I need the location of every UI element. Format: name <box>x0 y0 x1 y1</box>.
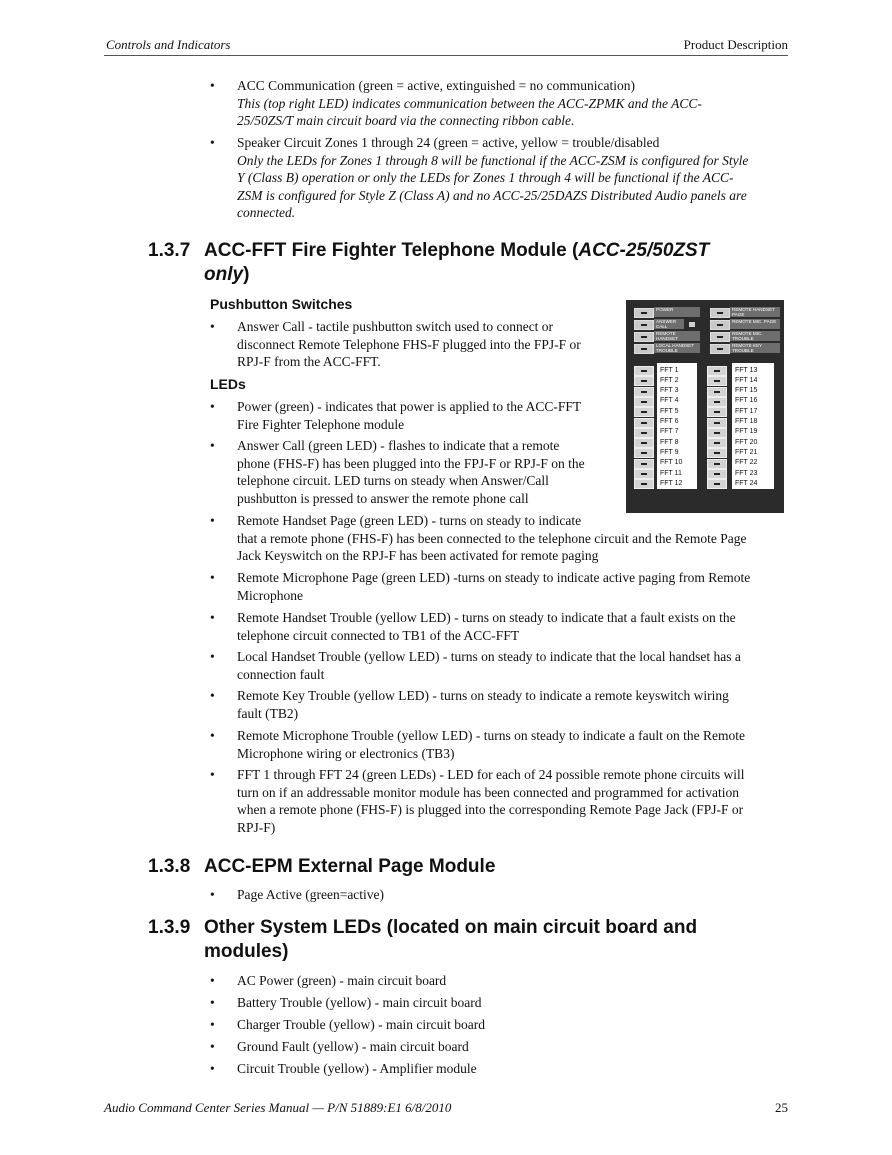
answer-call-button <box>689 322 695 327</box>
fft-left-switch <box>634 376 654 386</box>
fft-right-label: FFT 18 <box>735 418 758 425</box>
running-header-section: Product Description <box>683 37 788 52</box>
bullet-line: Answer Call (green LED) - flashes to indicate that a remote <box>237 438 560 453</box>
fft-left-switch <box>634 428 654 438</box>
bullet-line: Microphone <box>237 587 303 603</box>
fft-left-switch <box>634 448 654 458</box>
bullet-line: that a remote phone (FHS-F) has been connected to the telephone circuit and the Remote Page <box>237 530 747 546</box>
bullet-line: Remote Handset Page (green LED) - turns on steady to indicate <box>237 513 582 528</box>
bullet-line: Answer Call - tactile pushbutton switch used to connect or <box>237 319 554 334</box>
fft-left-switch <box>634 438 654 448</box>
fft-left-label: FFT 6 <box>660 418 679 425</box>
bullet-line: RPJ-F) <box>237 819 276 835</box>
power-label: POWER <box>654 307 700 317</box>
remote-key-trouble-led <box>710 344 730 354</box>
fft-right-label: FFT 13 <box>735 366 758 374</box>
fft-right-switch <box>707 397 727 407</box>
remote-handset-page-led <box>710 308 730 318</box>
fft-right-label: FFT 14 <box>735 376 758 384</box>
bullet-line: Remote Key Trouble (yellow LED) - turns on steady to indicate a remote keyswitch wiring <box>237 688 729 703</box>
bullet-text: Battery Trouble (yellow) - main circuit board <box>237 995 482 1010</box>
bullet-dot: • <box>210 513 215 528</box>
bullet-dot: • <box>210 78 215 93</box>
fft-right-label: FFT 22 <box>735 459 758 467</box>
power-led-switch <box>634 308 654 318</box>
fft-left-switch <box>634 407 654 417</box>
bullet-text: Speaker Circuit Zones 1 through 24 (green = active, yellow = trouble/disabled <box>237 135 660 150</box>
bullet-line: Remote Microphone Page (green LED) -turns on steady to indicate active paging from Remote <box>237 570 751 585</box>
fft-right-switch <box>707 407 727 417</box>
fft-left-switch <box>634 397 654 407</box>
bullet-dot: • <box>210 1017 215 1032</box>
section-number: 1.3.9 <box>148 917 191 938</box>
section-title-italic: ACC-25/50ZST <box>578 240 710 261</box>
header-rule <box>104 55 788 56</box>
fft-left-label: FFT 8 <box>660 438 679 446</box>
fft-right-label: FFT 17 <box>735 407 758 415</box>
fft-right-switch <box>707 418 727 428</box>
subheading-pushbutton-switches: Pushbutton Switches <box>210 296 353 312</box>
remote-key-trouble-label: REMOTE KEY TROUBLE <box>730 343 780 353</box>
answer-call-label: ANSWER CALL <box>654 319 684 329</box>
fft-left-label: FFT 12 <box>660 479 683 487</box>
fft-right-label: FFT 20 <box>735 438 758 446</box>
bullet-line: Jack Keyswitch on the RPJ-F has been activated for remote paging <box>237 548 599 563</box>
bullet-dot: • <box>210 610 215 625</box>
section-title-italic: only <box>204 264 244 285</box>
fft-right-switch <box>707 376 727 386</box>
fft-left-switch <box>634 479 654 489</box>
fft-left-label: FFT 3 <box>660 387 679 395</box>
bullet-line: pushbutton is pressed to answer the remote phone call <box>237 490 529 506</box>
fft-left-switch <box>634 387 654 397</box>
bullet-line: FFT 1 through FFT 24 (green LEDs) - LED for each of 24 possible remote phone circuits will <box>237 767 745 782</box>
bullet-line: disconnect Remote Telephone FHS-F plugged into the FPJ-F or <box>237 336 581 352</box>
fft-right-label: FFT 15 <box>735 387 758 395</box>
bullet-dot: • <box>210 995 215 1010</box>
bullet-text: Ground Fault (yellow) - main circuit board <box>237 1039 469 1054</box>
remote-mic-trouble-label: REMOTE MIC. TROUBLE <box>730 331 780 341</box>
bullet-text: AC Power (green) - main circuit board <box>237 973 447 988</box>
fft-right-switch <box>707 469 727 479</box>
section-title-line: Other System LEDs (located on main circuit board and <box>204 917 698 938</box>
fft-left-label: FFT 2 <box>660 376 679 384</box>
local-handset-trouble-label: LOCAL HANDSET TROUBLE <box>654 343 700 353</box>
section-title-part: ) <box>243 264 250 285</box>
running-header-chapter: Controls and Indicators <box>106 37 231 52</box>
section-title-part: ACC-FFT Fire Fighter Telephone Module ( <box>204 240 579 261</box>
fft-left-switch <box>634 469 654 479</box>
bullet-line: Microphone wiring or electronics (TB3) <box>237 745 455 761</box>
fft-right-switch <box>707 366 727 376</box>
fft-right-switch <box>707 459 727 469</box>
fft-right-switch <box>707 428 727 438</box>
bullet-note-line: connected. <box>237 205 296 220</box>
acc-fft-module-figure <box>626 300 784 513</box>
page-number: 25 <box>775 1100 788 1115</box>
fft-left-label: FFT 10 <box>660 459 683 467</box>
fft-right-label: FFT 24 <box>735 479 758 487</box>
bullet-line: Local Handset Trouble (yellow LED) - turns on steady to indicate that the local handset has a <box>237 649 741 664</box>
answer-call-switch <box>634 320 654 330</box>
bullet-text: Page Active (green=active) <box>237 887 385 902</box>
local-handset-trouble-led <box>634 344 654 354</box>
bullet-text: Circuit Trouble (yellow) - Amplifier module <box>237 1061 477 1076</box>
fft-left-switch <box>634 366 654 376</box>
bullet-line: telephone circuit connected to TB1 of the ACC-FFT <box>237 627 520 643</box>
bullet-text: Charger Trouble (yellow) - main circuit board <box>237 1017 485 1032</box>
bullet-dot: • <box>210 1039 215 1054</box>
bullet-line: telephone circuit. LED turns on steady when Answer/Call <box>237 473 549 488</box>
fft-right-switch <box>707 448 727 458</box>
bullet-text: ACC Communication (green = active, extinguished = no communication) <box>237 78 636 93</box>
bullet-line: phone (FHS-F) has been plugged into the FPJ-F or RPJ-F on the <box>237 455 585 471</box>
fft-left-label: FFT 4 <box>660 397 679 405</box>
bullet-dot: • <box>210 649 215 664</box>
bullet-line: RPJ-F from the ACC-FFT. <box>237 354 381 369</box>
fft-right-label: FFT 23 <box>735 469 758 477</box>
bullet-note-line: This (top right LED) indicates communication between the ACC-ZPMK and the ACC- <box>237 95 702 111</box>
fft-right-label: FFT 21 <box>735 448 758 456</box>
fft-right-label: FFT 19 <box>735 428 758 436</box>
fft-left-label: FFT 11 <box>660 469 682 477</box>
fft-right-label: FFT 16 <box>735 397 758 405</box>
remote-mic-page-label: REMOTE MIC. PAGE <box>730 319 780 329</box>
bullet-line: Power (green) - indicates that power is applied to the ACC-FFT <box>237 399 582 414</box>
bullet-dot: • <box>210 688 215 703</box>
bullet-dot: • <box>210 438 215 453</box>
bullet-dot: • <box>210 135 215 150</box>
bullet-dot: • <box>210 399 215 414</box>
fft-left-switch <box>634 418 654 428</box>
bullet-line: Remote Microphone Trouble (yellow LED) - turns on steady to indicate a fault on the Remote <box>237 728 746 743</box>
fft-left-label: FFT 9 <box>660 448 679 456</box>
bullet-note-line: 25/50ZS/T main circuit board via the connecting ribbon cable. <box>237 113 575 128</box>
subheading-leds: LEDs <box>210 376 246 392</box>
remote-handset-page-label: REMOTE HANDSET PAGE <box>730 307 780 317</box>
section-number: 1.3.8 <box>148 856 191 877</box>
footer-manual-title: Audio Command Center Series Manual — P/N 51889:E1 6/8/2010 <box>104 1100 452 1115</box>
bullet-line: fault (TB2) <box>237 705 299 721</box>
bullet-dot: • <box>210 319 215 334</box>
bullet-line: turn on if an addressable monitor module has been connected and programmed for activation <box>237 784 739 800</box>
bullet-dot: • <box>210 887 215 902</box>
bullet-note-line: Only the LEDs for Zones 1 through 8 will be functional if the ACC-ZSM is configured for Style <box>237 152 749 168</box>
bullet-dot: • <box>210 728 215 743</box>
bullet-line: Remote Handset Trouble (yellow LED) - turns on steady to indicate that a fault exists on the <box>237 610 736 625</box>
remote-mic-trouble-led <box>710 332 730 342</box>
bullet-dot: • <box>210 1061 215 1076</box>
bullet-line: Fire Fighter Telephone module <box>237 416 405 432</box>
section-title-line: modules) <box>204 941 289 962</box>
bullet-dot: • <box>210 570 215 585</box>
section-title: ACC-EPM External Page Module <box>204 856 496 877</box>
remote-handset-trouble-led <box>634 332 654 342</box>
bullet-note-line: ZSM is configured for Style Z (Class A) and no ACC-25/25DAZS Distributed Audio panels are <box>237 187 747 203</box>
fft-left-switch <box>634 459 654 469</box>
bullet-line: connection fault <box>237 666 325 682</box>
bullet-dot: • <box>210 767 215 782</box>
fft-right-switch <box>707 438 727 448</box>
fft-left-label: FFT 7 <box>660 428 679 436</box>
remote-mic-page-led <box>710 320 730 330</box>
bullet-dot: • <box>210 973 215 988</box>
bullet-line: when a remote phone (FHS-F) is plugged into the corresponding Remote Page Jack (FPJ-F or <box>237 802 744 817</box>
fft-right-switch <box>707 387 727 397</box>
section-number: 1.3.7 <box>148 240 191 261</box>
fft-left-label: FFT 1 <box>660 366 679 374</box>
bullet-note-line: Y (Class B) operation or only the LEDs for Zones 1 through 4 will be functional if the ACC- <box>237 170 734 185</box>
fft-left-label: FFT 5 <box>660 407 679 415</box>
fft-right-switch <box>707 479 727 489</box>
remote-handset-trouble-label: REMOTE HANDSET <box>654 331 700 341</box>
